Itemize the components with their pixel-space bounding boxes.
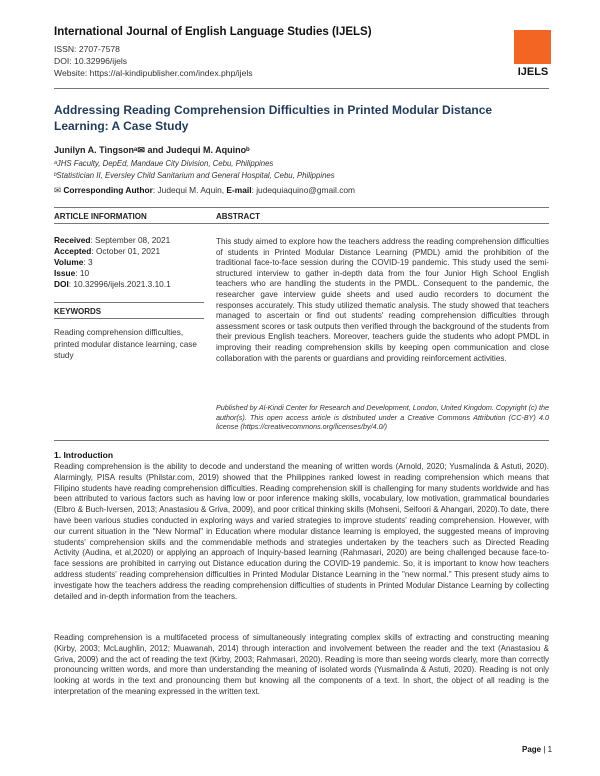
affiliation-b: ᵇStatistician II, Eversley Child Sanitarium and General Hospital, Cebu, Philippines [54,171,335,180]
corr-email-label: E-mail [226,185,252,195]
keywords-top-divider [54,302,204,303]
paper-authors: Junilyn A. Tingsonᵃ✉ and Judequi M. Aquinoᵇ [54,145,250,155]
journal-title: International Journal of English Language Studies (IJELS) [54,26,372,38]
keywords-list: Reading comprehension difficulties, printed modular distance learning, case study [54,328,197,360]
journal-issn: ISSN: 2707-7578 [54,44,120,54]
keywords-divider [54,318,204,319]
abstract-text: This study aimed to explore how the teachers address the reading comprehension difficulties of students in Printed Modular Distance Learning (PMDL) amid the prohibition of the traditional face-to-face session during the COVID-19 pandemic. This study used the semi-structured interview to gather in-depth data from the four Junior High School English teachers who are handling the students in the PMDL. Consequent to the pandemic, the researcher gave interview guide sheets and used audio recorders to document the responses accurately. This study utilized thematic analysis. The study showed that teachers managed to ascertain or find out students' reading comprehension difficulties through assessment scores or task outputs then verified through the background of the students from their previous English teachers. Moreover, teachers guide the students who adopt PMDL in improving their reading comprehension skills by keeping open communication and close collaboration with the parents or guardians and providing reinforcement activities. [216,237,549,363]
envelope-icon: ✉ [54,185,62,195]
corr-email[interactable]: : judequiaquino@gmail.com [251,185,356,195]
introduction-heading: 1. Introduction [54,450,114,460]
issue: Issue: 10 [54,268,90,278]
accepted-date: Accepted: October 01, 2021 [54,246,161,256]
journal-website[interactable]: Website: https://al-kindipublisher.com/index.php/ijels [54,68,253,78]
journal-logo-icon [514,30,551,64]
journal-logo-text: IJELS [517,66,549,78]
corresponding-author [54,185,355,195]
corr-label: Corresponding Author [63,185,153,195]
corr-name: : Judequi M. Aquin, [152,185,227,195]
article-info-heading: ARTICLE INFORMATION [54,212,147,221]
info-sub-divider [54,223,549,224]
intro-paragraph-2: Reading comprehension is a multifaceted process of simultaneously integrating complex skills of extracting and constructing meaning (Kirby, 2003; McLaughlin, 2012; Muawanah, 2014) through interaction and involvement between the reader and the text (Anastasiou & Griva, 2009) and the act of reading the text (Kirby, 2003; Rahmasari, 2020). Reading is more than seeing words clearly, more than correctly pronouncing written words, and more than understanding the meaning of isolated words (Yusmalinda & Astuti, 2020). Reading is not only looking at words in the text and pronouncing them but knowing all the components of a text. In short, the object of all reading is the interpretation of the meaning expressed in the written text. [54,633,549,696]
header-divider [54,88,549,89]
affiliation-a: ᵃJHS Faculty, DepEd, Mandaue City Division, Cebu, Philippines [54,159,274,168]
page-footer: Page | 1 [522,745,553,754]
abstract-heading: ABSTRACT [216,212,260,221]
info-top-divider [54,207,549,208]
volume: Volume: 3 [54,257,93,267]
received-date: Received: September 08, 2021 [54,235,171,245]
intro-paragraph-1: Reading comprehension is the ability to decode and understand the meaning of written words (Arnold, 2020; Yusmalinda & Astuti, 2020). Alarmingly, PISA results (Philstar.com, 2019) showed that the Philippines ranked lowest in reading comprehension which means that Filipino students have reading comprehension difficulties. Reading comprehension skill is challenging for many students worldwide and has been attributed to various factors such as having low or poor inference making skills, vocabulary, low motivation, grammatical boundaries (Elbro & Buch-Iversen, 2013; Anastasiou & Griva, 2009), and poor critical thinking skills (Mohseni, Seifoori & Ahangari, 2020).To date, there have been various studies conducted in exploring ways and varied strategies to improve students' reading comprehension. However, with our current situation in the "New Normal" in Education where modular distance learning is employed, the suggested means of improving students' comprehension skills and the commendable methods and strategies undertaken by the teachers such as Directed Reading Activity (Audina, et al,2020) or applying an approach of Inquiry-based learning (Rahmasari, 2020) are being challenged because face-to-face sessions are prohibited in carrying out Distance education during the COVID-19 pandemic. So, it is important to know how teachers address students' reading comprehension difficulties in Printed Modular Distance Learning in the "new normal." This present study aims to investigate how the teachers address the reading comprehension difficulties of students in Printed Modular Distance Learning by collecting detailed and in-depth information from the teachers. [54,462,549,601]
publisher-note: Published by Al-Kindi Center for Research and Development, London, United Kingdom. Copyright (c) the author(s). This open access article is distributed under a Creative Commons Attribution (CC-BY) 4.0 license (https://creativecommons.org/licenses/by/4.0/) [216,403,549,432]
journal-doi: DOI: 10.32996/ijels [54,56,128,66]
article-doi[interactable]: DOI: 10.32996/ijels.2021.3.10.1 [54,279,171,289]
body-divider [54,440,549,441]
keywords-heading: KEYWORDS [54,307,102,316]
paper-title: Addressing Reading Comprehension Difficulties in Printed Modular Distance Learning: A Case Study [54,103,493,133]
